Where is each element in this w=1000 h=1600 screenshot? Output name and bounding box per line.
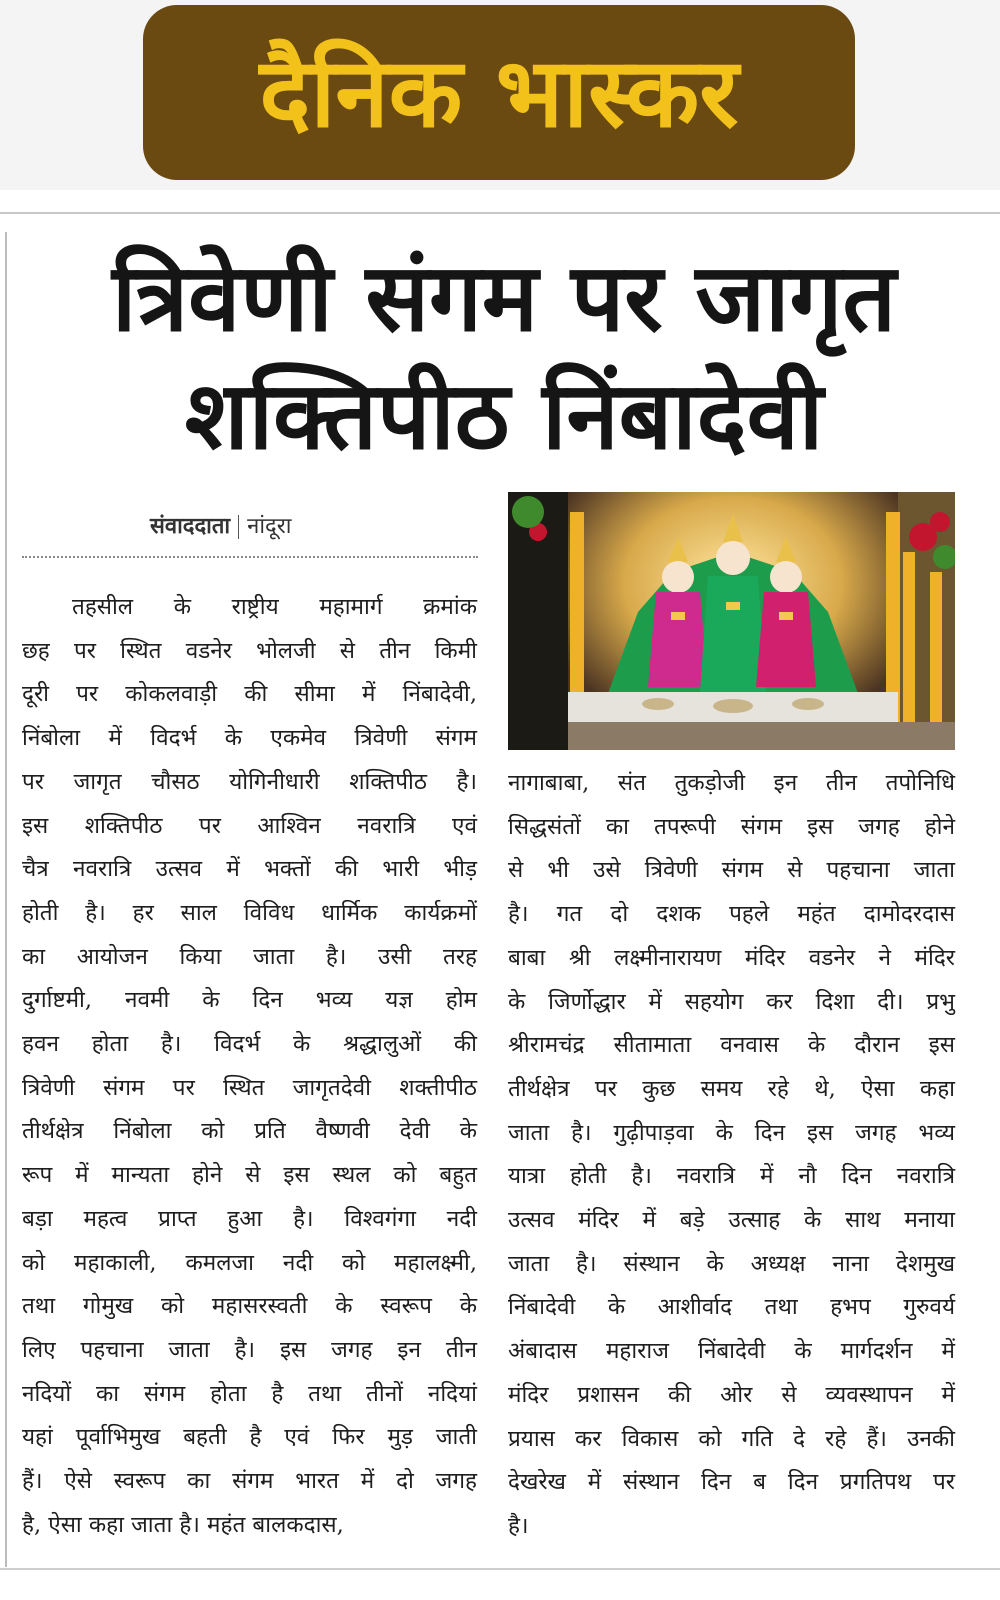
text-line: के जिर्णोद्धार में सहयोग कर दिशा दी। प्रभु xyxy=(508,988,955,1015)
text-line: तीर्थक्षेत्र पर कुछ समय रहे थे, ऐसा कहा xyxy=(508,1075,955,1102)
text-line: तीर्थक्षेत्र निंबोला को प्रति वैष्णवी देवी के xyxy=(22,1118,477,1145)
newspaper-masthead xyxy=(143,5,855,180)
byline-separator xyxy=(238,515,239,539)
byline-dotted-rule xyxy=(22,556,478,558)
top-divider xyxy=(0,212,1000,214)
text-line: अंबादास महाराज निंबादेवी के मार्गदर्शन में xyxy=(508,1338,955,1365)
temple-photo xyxy=(508,492,955,750)
text-line: चैत्र नवरात्रि उत्सव में भक्तों की भारी भीड़ xyxy=(22,856,477,883)
text-line: हैं। ऐसे स्वरूप का संगम भारत में दो जगह xyxy=(22,1468,477,1495)
headline-line-2: शक्तिपीठ निंबादेवी xyxy=(184,362,824,471)
article-headline xyxy=(18,240,990,476)
text-line: है, ऐसा कहा जाता है। महंत बालकदास, xyxy=(22,1511,344,1538)
text-line: का आयोजन किया जाता है। उसी तरह xyxy=(22,943,477,970)
byline-reporter: संवाददाता xyxy=(150,513,231,539)
text-line: हवन होता है। विदर्भ के श्रद्धालुओं की xyxy=(22,1031,477,1058)
article-column-1 xyxy=(22,586,477,1547)
text-line: बाबा श्री लक्ष्मीनारायण मंदिर वडनेर ने मंदिर xyxy=(508,944,955,971)
newspaper-name: दैनिक भास्कर xyxy=(259,36,739,149)
left-border xyxy=(5,232,7,1567)
text-line: यहां पूर्वाभिमुख बहती है एवं फिर मुड़ जाती xyxy=(22,1424,477,1451)
byline xyxy=(150,510,291,540)
text-line: नागाबाबा, संत तुकड़ोजी इन तीन तपोनिधि xyxy=(508,770,955,796)
text-line: होती है। हर साल विविध धार्मिक कार्यक्रमों xyxy=(22,899,477,926)
text-line: देखरेख में संस्थान दिन ब दिन प्रगतिपथ पर xyxy=(508,1469,955,1496)
text-line: उत्सव मंदिर में बड़े उत्साह के साथ मनाया xyxy=(508,1207,955,1234)
text-line: तहसील के राष्ट्रीय महामार्ग क्रमांक xyxy=(72,594,477,620)
text-line: यात्रा होती है। नवरात्रि में नौ दिन नवरात्रि xyxy=(508,1163,955,1190)
text-line: दुर्गाष्टमी, नवमी के दिन भव्य यज्ञ होम xyxy=(22,987,477,1014)
text-line: मंदिर प्रशासन की ओर से व्यवस्थापन में xyxy=(508,1381,955,1408)
article-column-2 xyxy=(508,762,955,1549)
text-line: है। xyxy=(508,1512,529,1539)
text-line: छह पर स्थित वडनेर भोलजी से तीन किमी xyxy=(22,637,477,664)
text-line: लिए पहचाना जाता है। इस जगह इन तीन xyxy=(22,1336,477,1363)
text-line: से भी उसे त्रिवेणी संगम से पहचाना जाता xyxy=(508,857,955,884)
text-line: जाता है। संस्थान के अध्यक्ष नाना देशमुख xyxy=(508,1250,955,1277)
text-line: पर जागृत चौसठ योगिनीधारी शक्तिपीठ है। xyxy=(22,768,477,795)
text-line: तथा गोमुख को महासरस्वती के स्वरूप के xyxy=(22,1293,477,1320)
text-line: जाता है। गुढ़ीपाड़वा के दिन इस जगह भव्य xyxy=(508,1119,955,1146)
headline-line-1: त्रिवेणी संगम पर जागृत xyxy=(111,244,897,353)
byline-location: नांदूरा xyxy=(247,514,292,539)
text-line: सिद्धसंतों का तपरूपी संगम इस जगह होने xyxy=(508,813,955,840)
text-line: इस शक्तिपीठ पर आश्विन नवरात्रि एवं xyxy=(22,812,477,839)
deity-idols-illustration xyxy=(508,492,955,750)
text-line: रूप में मान्यता होने से इस स्थल को बहुत xyxy=(22,1162,477,1189)
text-line: प्रयास कर विकास को गति दे रहे हैं। उनकी xyxy=(508,1425,955,1452)
text-line: बड़ा महत्व प्राप्त हुआ है। विश्वगंगा नदी xyxy=(22,1205,477,1232)
text-line: निंबादेवी के आशीर्वाद तथा हभप गुरुवर्य xyxy=(508,1294,955,1321)
text-line: है। गत दो दशक पहले महंत दामोदरदास xyxy=(508,901,955,928)
bottom-divider xyxy=(0,1568,1000,1570)
text-line: त्रिवेणी संगम पर स्थित जागृतदेवी शक्तीपीठ xyxy=(22,1074,477,1101)
text-line: निंबोला में विदर्भ के एकमेव त्रिवेणी संगम xyxy=(22,725,477,752)
text-line: को महाकाली, कमलजा नदी को महालक्ष्मी, xyxy=(22,1249,477,1276)
text-line: श्रीरामचंद्र सीतामाता वनवास के दौरान इस xyxy=(508,1032,955,1059)
text-line: नदियों का संगम होता है तथा तीनों नदियां xyxy=(22,1380,477,1407)
text-line: दूरी पर कोकलवाड़ी की सीमा में निंबादेवी, xyxy=(22,681,477,708)
